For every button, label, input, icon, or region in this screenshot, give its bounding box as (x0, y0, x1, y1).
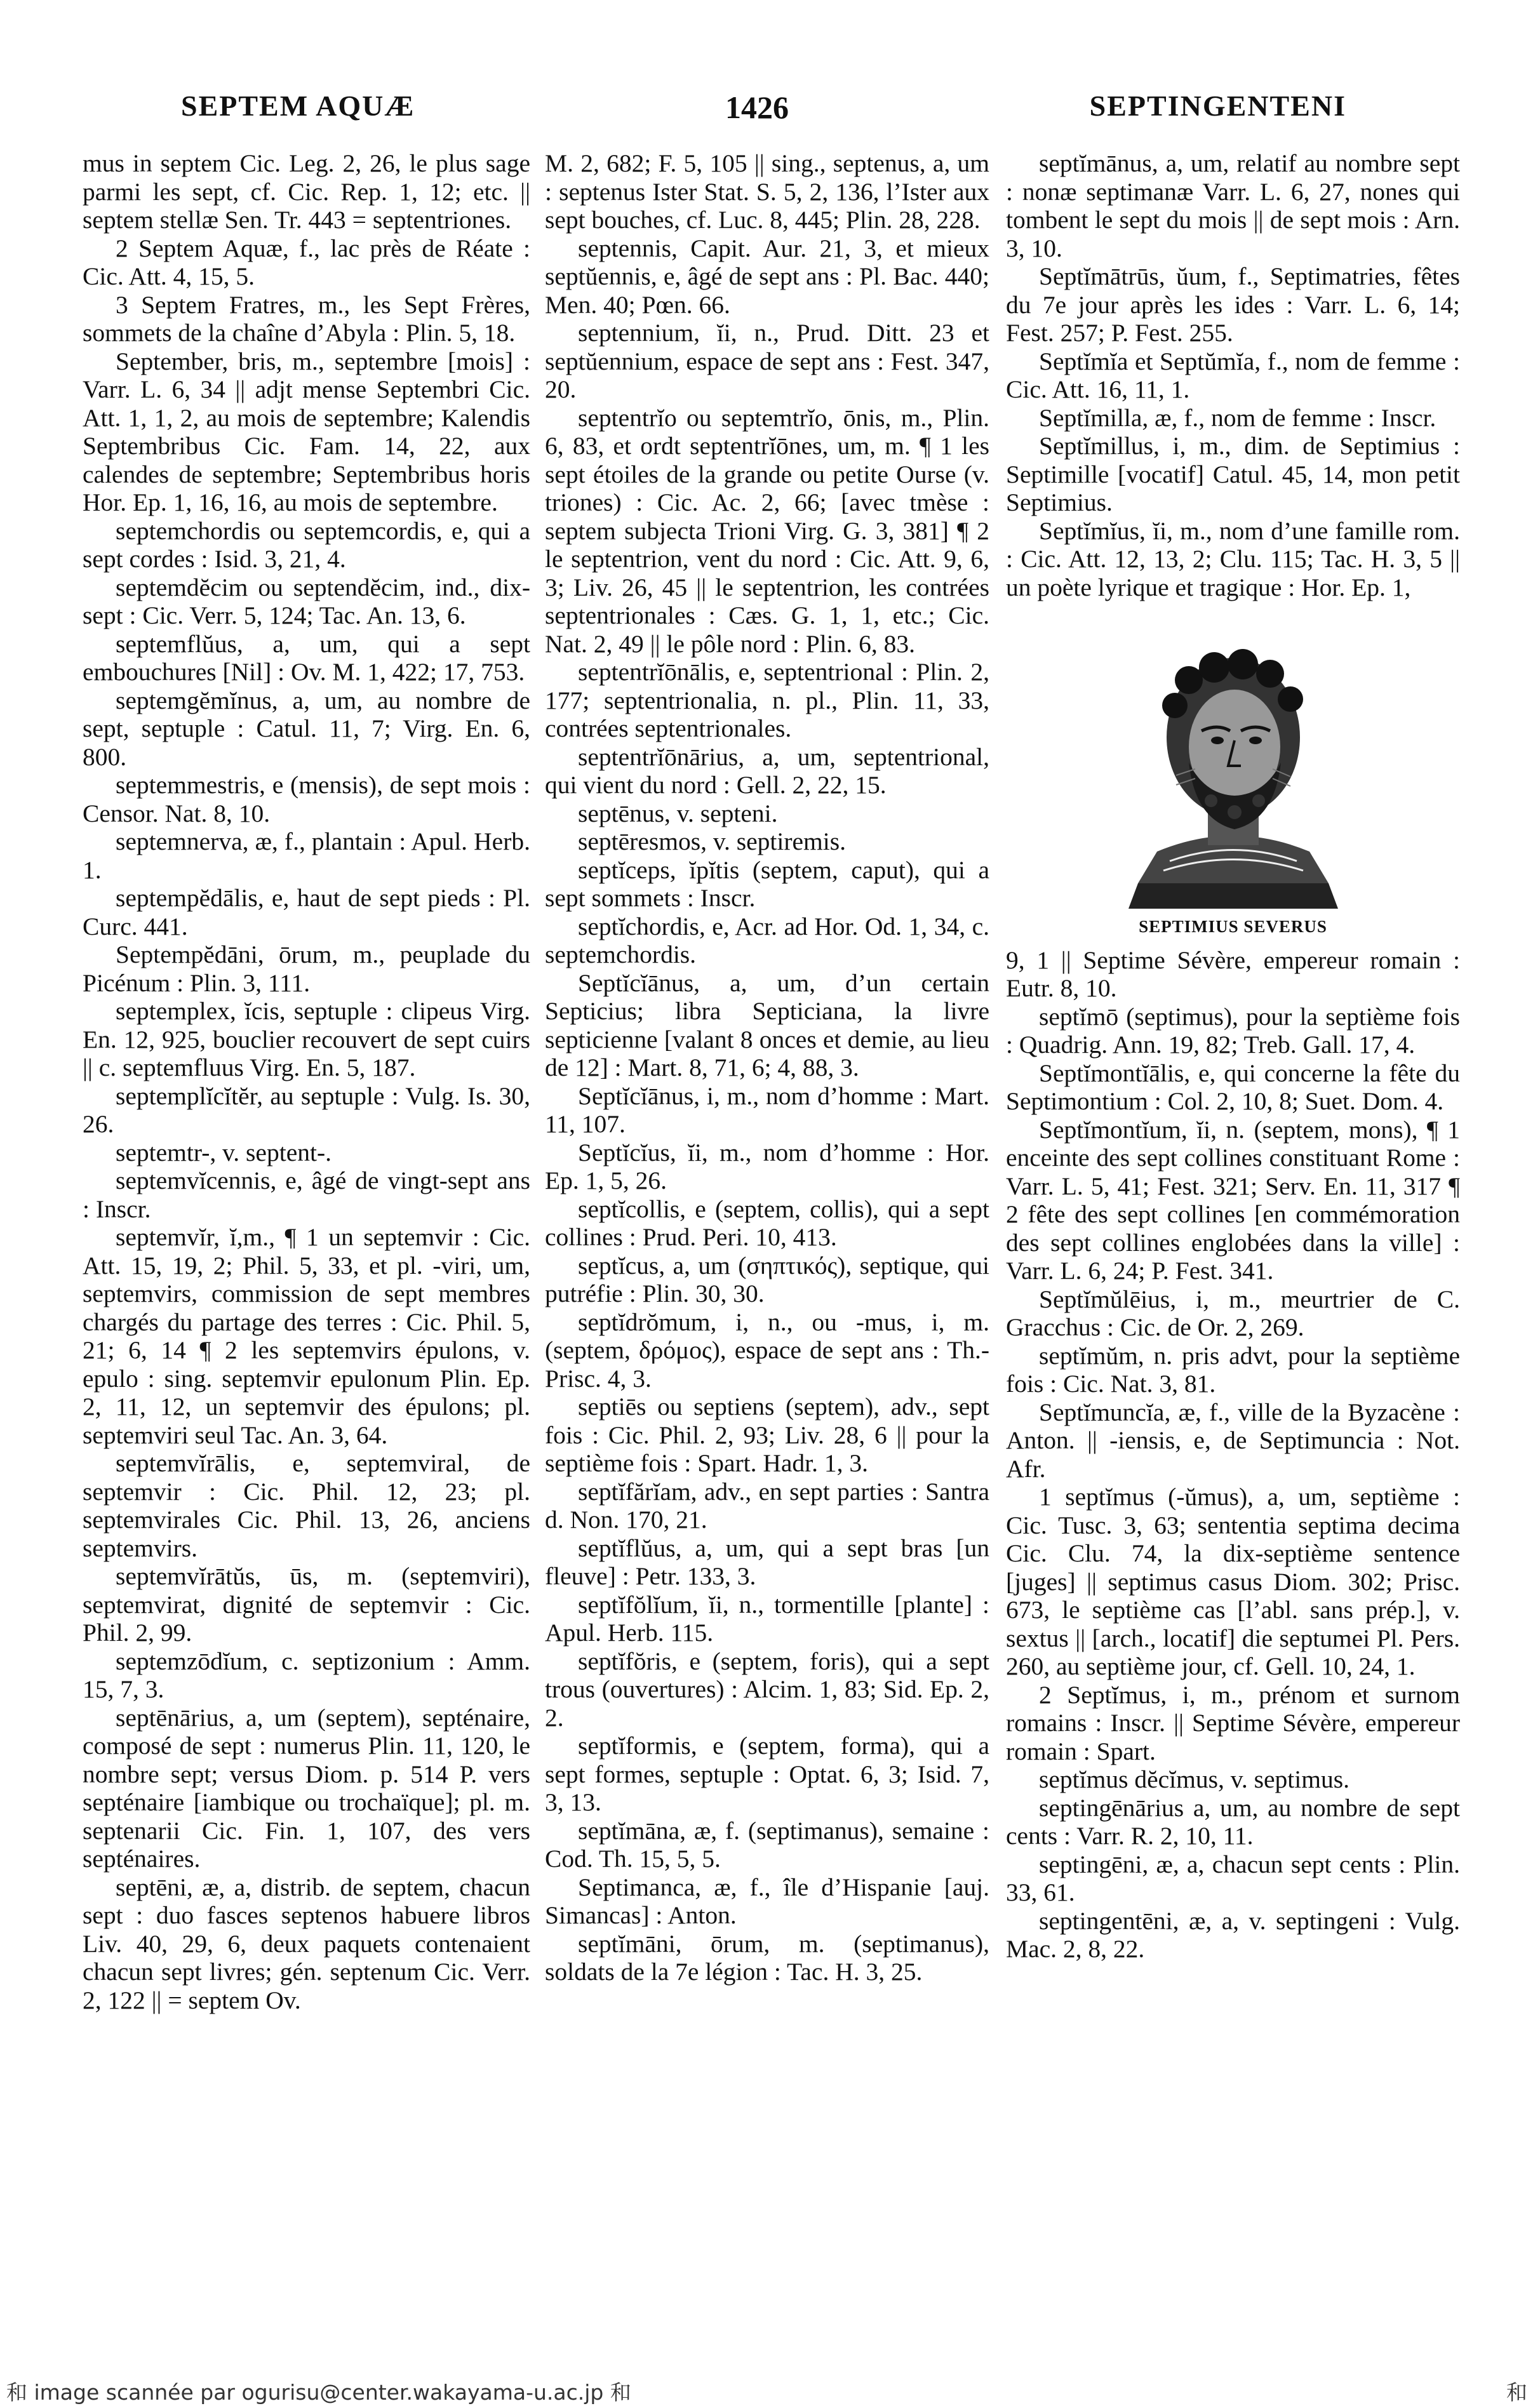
dictionary-entry: 1 septĭmus (-ŭmus), a, um, septième : Cic. Tusc. 3, 63; sententia septima decima Cic. Clu. 74, la dix-septième sentence [juges] || septimus casus Diom. 302; Prisc. 673, le septième cas [l’abl. sans prép.], v. sextus || [arch., locatif] die septumei Pl. Pers. 260, au septième jour, cf. Gell. 10, 24, 1. (1006, 1483, 1460, 1680)
dictionary-entry: Septĭmātrūs, ŭum, f., Septimatries, fêtes du 7e jour après les ides : Varr. L. 6, 14; Fest. 257; P. Fest. 255. (1006, 262, 1460, 347)
page-number: 1426 (725, 90, 789, 125)
scan-credit-footer (0, 2374, 1540, 2405)
dictionary-entry: septennium, ĭi, n., Prud. Ditt. 23 et septŭennium, espace de sept ans : Fest. 347, 20. (545, 319, 989, 403)
dictionary-entry: septĭceps, ĭpĭtis (septem, caput), qui a sept sommets : Inscr. (545, 855, 989, 912)
dictionary-entry: septingēnārius a, um, au nombre de sept cents : Varr. R. 2, 10, 11. (1006, 1793, 1460, 1850)
column-1 (83, 149, 530, 2014)
septimius-severus-portrait (1100, 610, 1367, 909)
dictionary-entry: Septĭmŭlēius, i, m., meurtrier de C. Gracchus : Cic. de Or. 2, 269. (1006, 1285, 1460, 1341)
dictionary-entry: septĭfŏris, e (septem, foris), qui a sept trous (ouvertures) : Alcim. 1, 83; Sid. Ep. 2, 2. (545, 1647, 989, 1732)
column-3 (1006, 149, 1460, 1963)
dictionary-entry: septiēs ou septiens (septem), adv., sept fois : Cic. Phil. 2, 93; Liv. 28, 6 || pour la septième fois : Spart. Hadr. 1, 3. (545, 1393, 989, 1477)
dictionary-entry: septĭmāni, ōrum, m. (septimanus), soldats de la 7e légion : Tac. H. 3, 25. (545, 1929, 989, 1986)
dictionary-entry: septentrĭōnālis, e, septentrional : Plin. 2, 177; septentrionalia, n. pl., Plin. 11, 33, contrées septentrionales. (545, 658, 989, 742)
dictionary-entry: mus in septem Cic. Leg. 2, 26, le plus sage parmi les sept, cf. Cic. Rep. 1, 12; etc. || septem stellæ Sen. Tr. 443 = septentriones. (83, 149, 530, 234)
dictionary-entry: Septĭcĭus, ĭi, m., nom d’homme : Hor. Ep. 1, 5, 26. (545, 1138, 989, 1194)
dictionary-entry: septĭflŭus, a, um, qui a sept bras [un fleuve] : Petr. 133, 3. (545, 1534, 989, 1590)
dictionary-entry: septĭmus dĕcĭmus, v. septimus. (1039, 1765, 1349, 1793)
dictionary-entry: 2 Septem Aquæ, f., lac près de Réate : Cic. Att. 4, 15, 5. (83, 234, 530, 290)
dictionary-entry: Septĭmĭa et Septŭmĭa, f., nom de femme : Cic. Att. 16, 11, 1. (1006, 347, 1460, 403)
dictionary-entry: septemchordis ou septemcordis, e, qui a sept cordes : Isid. 3, 21, 4. (83, 516, 530, 573)
header-right-word: SEPTINGENTENI (1089, 90, 1346, 122)
dictionary-entry: September, bris, m., septembre [mois] : Varr. L. 6, 34 || adjt mense Septembri Cic. Att. 1, 1, 2, au mois de septembre; Kalendis Septembribus Cic. Fam. 14, 22, aux calendes de septembre; Septembribus horis Hor. Ep. 1, 16, 16, au mois de septembre. (83, 347, 530, 516)
column-3-bottom-entries (1006, 946, 1460, 1963)
dictionary-entry: septĭfărĭam, adv., en sept parties : Santra d. Non. 170, 21. (545, 1477, 989, 1534)
header-left-word: SEPTEM AQUÆ (181, 90, 415, 122)
dictionary-entry: septĭformis, e (septem, forma), qui a sept formes, septuple : Optat. 6, 3; Isid. 7, 3, 13. (545, 1732, 989, 1816)
dictionary-entry: septemvĭrālis, e, septemviral, de septemvir : Cic. Phil. 12, 23; pl. septemvirales Cic. Phil. 13, 26, anciens septemvirs. (83, 1449, 530, 1562)
dictionary-entry: septemtr-, v. septent-. (116, 1138, 331, 1166)
portrait-caption: SEPTIMIUS SEVERUS (1139, 917, 1327, 936)
column-2 (545, 149, 989, 1986)
dictionary-entry: septentrĭōnārius, a, um, septentrional, qui vient du nord : Gell. 2, 22, 15. (545, 742, 989, 799)
running-head (0, 89, 1540, 146)
dictionary-entry: septemgĕmĭnus, a, um, au nombre de sept, septuple : Catul. 11, 7; Virg. En. 6, 800. (83, 686, 530, 771)
scan-credit-text: 和 image scannée par ogurisu@center.wakayama-u.ac.jp 和 (6, 2380, 631, 2405)
dictionary-entry: septemflŭus, a, um, qui a sept embouchures [Nil] : Ov. M. 1, 422; 17, 753. (83, 629, 530, 686)
dictionary-entry: septĭdrŏmum, i, n., ou -mus, i, m. (septem, δρόμος), espace de sept ans : Th.-Prisc. 4, 3. (545, 1307, 989, 1393)
dictionary-entry: Septimanca, æ, f., île d’Hispanie [auj. Simancas] : Anton. (545, 1873, 989, 1929)
dictionary-entry: Septĭmontĭālis, e, qui concerne la fête du Septimontium : Col. 2, 10, 8; Suet. Dom. 4. (1006, 1059, 1460, 1115)
dictionary-entry: 3 Septem Fratres, m., les Sept Frères, sommets de la chaîne d’Abyla : Plin. 5, 18. (83, 290, 530, 347)
dictionary-entry: septemzōdĭum, c. septizonium : Amm. 15, 7, 3. (83, 1647, 530, 1703)
dictionary-entry: septemplex, ĭcis, septuple : clipeus Virg. En. 12, 925, bouclier recouvert de sept cuirs || c. septemfluus Virg. En. 5, 187. (83, 997, 530, 1081)
dictionary-entry: septingentēni, æ, a, v. septingeni : Vulg. Mac. 2, 8, 22. (1006, 1906, 1460, 1963)
dictionary-entry: Septĭmontĭum, ĭi, n. (septem, mons), ¶ 1 enceinte des sept collines constituant Rome : Varr. L. 5, 41; Fest. 321; Serv. En. 11, 317 ¶ 2 fête des sept collines [en commémoration des sept collines englobées dans la ville] : Varr. L. 6, 24; P. Fest. 341. (1006, 1115, 1460, 1285)
dictionary-entry: 2 Septĭmus, i, m., prénom et surnom romains : Inscr. || Septime Sévère, empereur romain : Spart. (1006, 1680, 1460, 1765)
dictionary-entry: septentrĭo ou septemtrĭo, ōnis, m., Plin. 6, 83, et ordt septentrĭōnes, um, m. ¶ 1 les sept étoiles de la grande ou petite Ourse (v. triones) : Cic. Ac. 2, 66; [avec tmèse : septem subjecta Trioni Virg. G. 3, 381] ¶ 2 le septentrion, vent du nord : Cic. Att. 9, 6, 3; Liv. 26, 45 || le septentrion, les contrées septentrionales : Cæs. G. 1, 1, etc.; Cic. Nat. 2, 49 || le pôle nord : Plin. 6, 83. (545, 403, 989, 658)
dictionary-entry: septĭchordis, e, Acr. ad Hor. Od. 1, 34, c. septemchordis. (545, 912, 989, 968)
dictionary-entry: septĭmāna, æ, f. (septimanus), semaine : Cod. Th. 15, 5, 5. (545, 1816, 989, 1873)
dictionary-entry: septĭcollis, e (septem, collis), qui a sept collines : Prud. Peri. 10, 413. (545, 1194, 989, 1251)
dictionary-entry: septemmestris, e (mensis), de sept mois : Censor. Nat. 8, 10. (83, 771, 530, 827)
dictionary-entry: septemvĭcennis, e, âgé de vingt-sept ans : Inscr. (83, 1166, 530, 1223)
dictionary-entry: septēnārius, a, um (septem), septénaire, composé de sept : numerus Plin. 11, 120, le nombre sept; versus Diom. p. 514 P. vers septénaire [iambique ou trochaïque]; pl. m. septenarii Cic. Fin. 1, 107, des vers septénaires. (83, 1703, 530, 1873)
dictionary-entry: Septempĕdāni, ōrum, m., peuplade du Picénum : Plin. 3, 111. (83, 940, 530, 997)
dictionary-entry: septemdĕcim ou septendĕcim, ind., dix-sept : Cic. Verr. 5, 124; Tac. An. 13, 6. (83, 573, 530, 629)
dictionary-entry: septemplĭcĭtĕr, au septuple : Vulg. Is. 30, 26. (83, 1081, 530, 1138)
dictionary-entry: Septĭmillus, i, m., dim. de Septimius : Septimille [vocatif] Catul. 45, 14, mon petit Septimius. (1006, 432, 1460, 516)
dictionary-entry: Septĭmuncĭa, æ, f., ville de la Byzacène : Anton. || -iensis, e, de Septimuncia : Not. Afr. (1006, 1398, 1460, 1483)
dictionary-entry: septemvĭr, ĭ,m., ¶ 1 un septemvir : Cic. Att. 15, 19, 2; Phil. 5, 33, et pl. -viri, um, septemvirs, commission de sept membres chargés du partage des terres : Cic. Phil. 5, 21; 6, 14 ¶ 2 les septemvirs épulons, v. epulo : sing. septemvir epulonum Plin. Ep. 2, 11, 12, un septemvir des épulons; pl. septemviri seul Tac. An. 3, 64. (83, 1223, 530, 1449)
dictionary-entry: Septĭmilla, æ, f., nom de femme : Inscr. (1039, 403, 1436, 432)
dictionary-entry: septemnerva, æ, f., plantain : Apul. Herb. 1. (83, 827, 530, 884)
dictionary-entry: 9, 1 || Septime Sévère, empereur romain : Eutr. 8, 10. (1006, 946, 1460, 1002)
dictionary-entry: Septĭmĭus, ĭi, m., nom d’une famille rom. : Cic. Att. 12, 13, 2; Clu. 115; Tac. H. 3, 5 || un poète lyrique et tragique : Hor. Ep. 1, (1006, 516, 1460, 601)
dictionary-entry: septemvĭrātŭs, ūs, m. (septemviri), septemvirat, dignité de septemvir : Cic. Phil. 2, 99. (83, 1562, 530, 1647)
dictionary-entry: septingēni, æ, a, chacun sept cents : Plin. 33, 61. (1006, 1850, 1460, 1906)
dictionary-entry: Septĭcĭānus, i, m., nom d’homme : Mart. 11, 107. (545, 1081, 989, 1138)
dictionary-entry: septēni, æ, a, distrib. de septem, chacun sept : duo fasces septenos habuere libros Liv. 40, 29, 6, deux paquets contenaient chacun sept livres; gén. septenum Cic. Verr. 2, 122 || = septem Ov. (83, 1873, 530, 2014)
dictionary-entry: septĭmŭm, n. pris advt, pour la septième fois : Cic. Nat. 3, 81. (1006, 1341, 1460, 1398)
dictionary-entry: septempĕdālis, e, haut de sept pieds : Pl. Curc. 441. (83, 884, 530, 940)
dictionary-entry: septĭfŏlĭum, ĭi, n., tormentille [plante] : Apul. Herb. 115. (545, 1590, 989, 1647)
dictionary-entry: septēresmos, v. septiremis. (578, 827, 846, 855)
dictionary-entry: Septĭcĭānus, a, um, d’un certain Septicius; libra Septiciana, la livre septicienne [valant 8 onces et demie, au lieu de 12] : Mart. 8, 71, 6; 4, 88, 3. (545, 968, 989, 1081)
scan-credit-mark: 和 (1506, 2380, 1527, 2405)
dictionary-entry: septēnus, v. septeni. (578, 799, 778, 827)
dictionary-entry: septennis, Capit. Aur. 21, 3, et mieux septŭennis, e, âgé de sept ans : Pl. Bac. 440; Men. 40; Pœn. 66. (545, 234, 989, 319)
dictionary-entry: septĭcus, a, um (σηπτικός), septique, qui putréfie : Plin. 30, 30. (545, 1251, 989, 1307)
dictionary-entry: M. 2, 682; F. 5, 105 || sing., septenus, a, um : septenus Ister Stat. S. 5, 2, 136, l’Ister aux sept bouches, cf. Luc. 8, 445; Plin. 28, 228. (545, 149, 989, 234)
dictionary-entry: septĭmānus, a, um, relatif au nombre sept : nonæ septimanæ Varr. L. 6, 27, nones qui tombent le sept du mois || de sept mois : Arn. 3, 10. (1006, 149, 1460, 262)
column-3-top-entries (1006, 149, 1460, 601)
dictionary-entry: septĭmō (septimus), pour la septième fois : Quadrig. Ann. 19, 82; Treb. Gall. 17, 4. (1006, 1002, 1460, 1059)
